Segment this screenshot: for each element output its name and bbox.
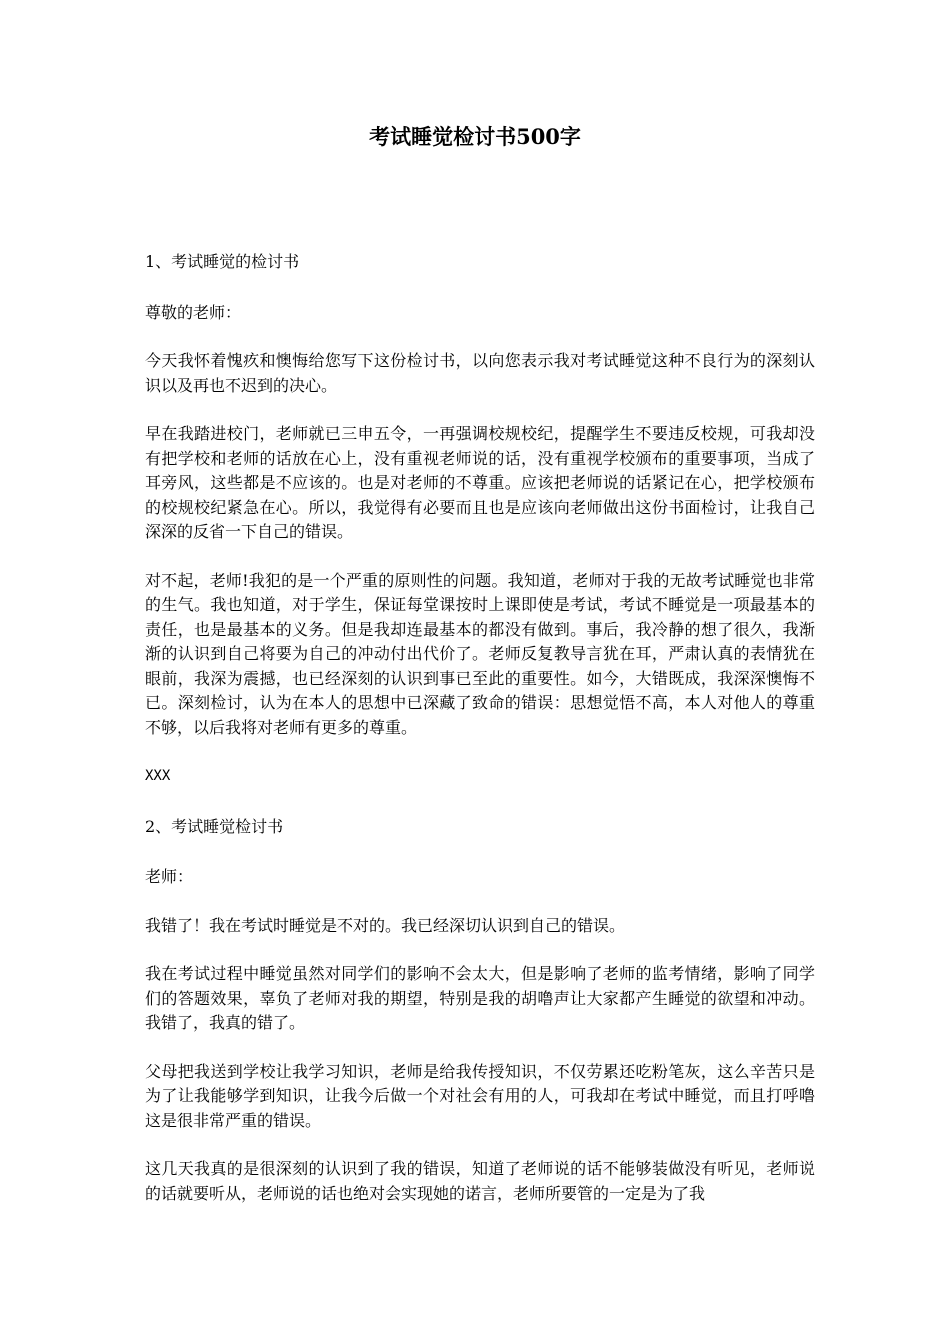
document-body	[145, 250, 815, 1230]
section-1-paragraph-3: 对不起，老师!我犯的是一个严重的原则性的问题。我知道，老师对于我的无故考试睡觉也非常的生气。我也知道，对于学生，保证每堂课按时上课即使是考试，考试不睡觉是一项最基本的责任，也是最基本的义务。但是我却连最基本的都没有做到。事后，我冷静的想了很久，我渐渐的认识到自己将要为自己的冲动付出代价了。老师反复教导言犹在耳，严肃认真的表情犹在眼前，我深为震撼，也已经深刻的认识到事已至此的重要性。如今，大错既成，我深深懊悔不已。深刻检讨，认为在本人的思想中已深藏了致命的错误：思想觉悟不高，本人对他人的尊重不够，以后我将对老师有更多的尊重。	[145, 570, 815, 737]
section-2-paragraph-3: 父母把我送到学校让我学习知识，老师是给我传授知识，不仅劳累还吃粉笔灰，这么辛苦只是为了让我能够学到知识，让我今后做一个对社会有用的人，可我却在考试中睡觉，而且打呼噜这是很非常严重的错误。	[145, 1061, 815, 1130]
section-1-closing: XXX	[145, 768, 171, 784]
section-2-paragraph-4: 这几天我真的是很深刻的认识到了我的错误，知道了老师说的话不能够装做没有听见，老师说的话就要听从，老师说的话也绝对会实现她的诺言，老师所要管的一定是为了我	[145, 1159, 815, 1203]
section-1-paragraph-1: 今天我怀着愧疚和懊悔给您写下这份检讨书，以向您表示我对考试睡觉这种不良行为的深刻认识以及再也不迟到的决心。	[145, 351, 815, 395]
section-2-salutation: 老师：	[145, 867, 194, 886]
section-2-paragraph-1: 我错了！我在考试时睡觉是不对的。我已经深切认识到自己的错误。	[145, 915, 626, 935]
section-1-heading: 1、考试睡觉的检讨书	[145, 252, 300, 271]
section-2-paragraph-2: 我在考试过程中睡觉虽然对同学们的影响不会太大，但是影响了老师的监考情绪，影响了同学们的答题效果，辜负了老师对我的期望，特别是我的胡噜声让大家都产生睡觉的欲望和冲动。我错了，我真的错了。	[145, 964, 815, 1032]
section-1-paragraph-2: 早在我踏进校门，老师就已三申五令，一再强调校规校纪，提醒学生不要违反校规，可我却没有把学校和老师的话放在心上，没有重视老师说的话，没有重视学校颁布的重要事项，当成了耳旁风，这些都是不应该的。也是对老师的不尊重。应该把老师说的话紧记在心，把学校颁布的校规校纪紧急在心。所以，我觉得有必要而且也是应该向老师做出这份书面检讨，让我自己深深的反省一下自己的错误。	[145, 424, 815, 541]
document-title: 考试睡觉检讨书500字	[369, 124, 581, 149]
section-1-salutation: 尊敬的老师：	[145, 302, 242, 322]
section-2-heading: 2、考试睡觉检讨书	[145, 816, 284, 836]
